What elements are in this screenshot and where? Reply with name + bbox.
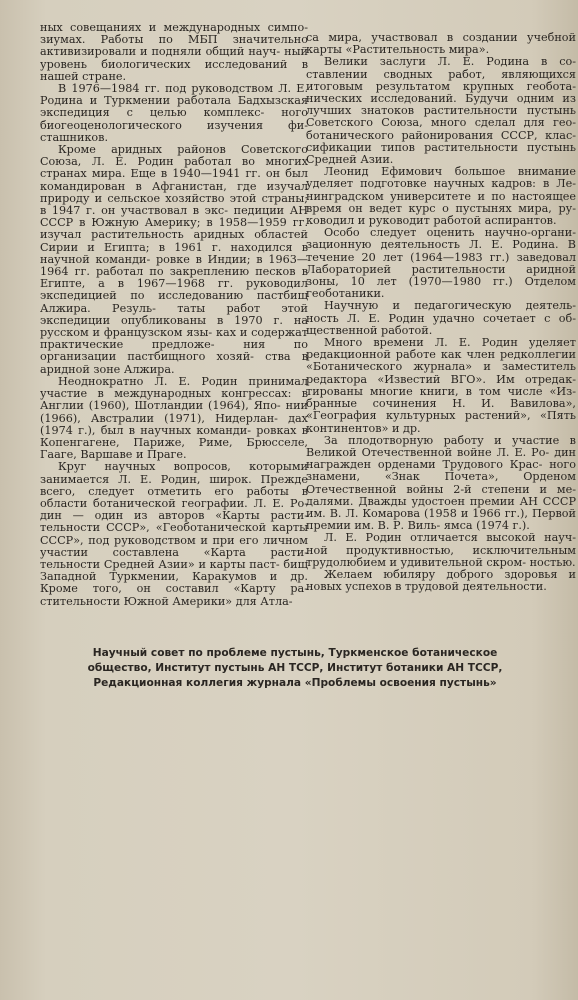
paragraph: Кроме аридных районов Советского Союза, Л. Е. Родин работал во многих странах мира. Еще в 1940—1941 гг. он был командирован в Афганистан, где изучал природу и сельское хозяйство этой страны; в 1947 г. он участвовал в экс- педиции АН СССР в Южную Америку; в 1958—1959 гг. изучал растительность аридных областей Сирии и Египта; в 1961 г. находился в научной команди- ровке в Индии; в 1963—1964 гг. работал по закреплению песков в Египте, а в 1967—1968 гг. руководил экспедицией по исследованию пастбищ Алжира. Резуль- таты работ этой экспедиции опубликованы в 1970 г. на русском и французском язы- ках и содержат практические предложе- ния по организации пастбищного хозяй- ства в аридной зоне Алжира. (40, 143, 308, 376)
paragraph: Научную и педагогическую деятель- ность Л. Е. Родин удачно сочетает с об- щественной работой. (306, 299, 576, 337)
signature-line: Редакционная коллегия журнала «Проблемы освоения пустынь» (93, 677, 497, 689)
paragraph: Леонид Ефимович большое внимание уделяет подготовке научных кадров: в Ле- нинградском университете и по настоящее время он ведет курс о пустынях мира, ру- ководил и руководит работой аспирантов. (306, 165, 576, 228)
signature-line: общество, Институт пустынь АН ТССР, Институт ботаники АН ТССР, (87, 662, 503, 674)
paragraph: Велики заслуги Л. Е. Родина в со- ставлении сводных работ, являющихся итоговым результатом крупных геобота- нических исследований. Будучи одним из лучших знатоков растительности пустынь Советского Союза, много сделал для гео- ботанического районирования СССР, клас- сификации типов растительности пустынь Средней Азии. (306, 55, 576, 167)
signature-line: Научный совет по проблеме пустынь, Туркменское ботаническое (92, 647, 498, 659)
paragraph: ных совещаниях и международных симпо- зиумах. Работы по МБП значительно активизировали и подняли общий науч- ный уровень биологических исследований в нашей стране. (40, 21, 308, 83)
signature-block (60, 646, 530, 691)
paragraph: Круг научных вопросов, которыми занимается Л. Е. Родин, широк. Прежде всего, следует отметить его работы в области ботанической географии. Л. Е. Ро- дин — один из авторов «Карты расти- тельности СССР», «Геоботанической карты СССР», под руководством и при его личном участии составлена «Карта расти- тельности Средней Азии» и карты паст- бищ Западной Туркмении, Каракумов и др. Кроме того, он составил «Карту ра- стительности Южной Америки» для Атла- (40, 460, 308, 608)
paragraph: Неоднократно Л. Е. Родин принимал участие в международных конгрессах: в Англии (1960), Шотландии (1964), Япо- нии (1966), Австралии (1971), Нидерлан- дах (1974 г.), был в научных команди- ровках в Копенгагене, Париже, Риме, Брюсселе, Гааге, Варшаве и Праге. (40, 374, 308, 462)
paragraph: са мира, участвовал в создании учебной карты «Растительность мира». (306, 31, 576, 57)
paragraph: Много времени Л. Е. Родин уделяет редакционной работе как член редколлегии «Ботанического журнала» и заместитель редактора «Известий ВГО». Им отредак- тированы многие книги, в том числе «Из- бранные сочинения Н. И. Вавилова», «География культурных растений», «Пять континентов» и др. (306, 336, 576, 435)
right-text-column (306, 32, 576, 593)
paragraph: Особо следует оценить научно-органи- зационную деятельность Л. Е. Родина. В течение 20 лет (1964—1983 гг.) заведовал Лабораторией растительности аридной зоны, 10 лет (1970—1980 гг.) Отделом геоботаники. (306, 226, 576, 301)
paragraph: Желаем юбиляру доброго здоровья и новых успехов в трудовой деятельности. (306, 567, 576, 594)
left-text-column (40, 22, 308, 608)
paragraph: В 1976—1984 гг. под руководством Л. Е. Родина и Туркмении работала Бадхызская экспедиция с целью комплекс- ного биогеоценологического изучения фи- сташников. (40, 82, 308, 144)
paragraph: За плодотворную работу и участие в Великой Отечественной войне Л. Е. Ро- дин награжден орденами Трудового Крас- ного знамени, «Знак Почета», Орденом Отечественной войны 2-й степени и ме- далями. Дважды удостоен премии АН СССР им. В. Л. Комарова (1958 и 1966 гг.), Первой премии им. В. Р. Виль- ямса (1974 г.). (306, 433, 576, 533)
paragraph: Л. Е. Родин отличается высокой науч- ной продуктивностью, исключительным трудолюбием и удивительной скром- ностью. (306, 531, 576, 569)
